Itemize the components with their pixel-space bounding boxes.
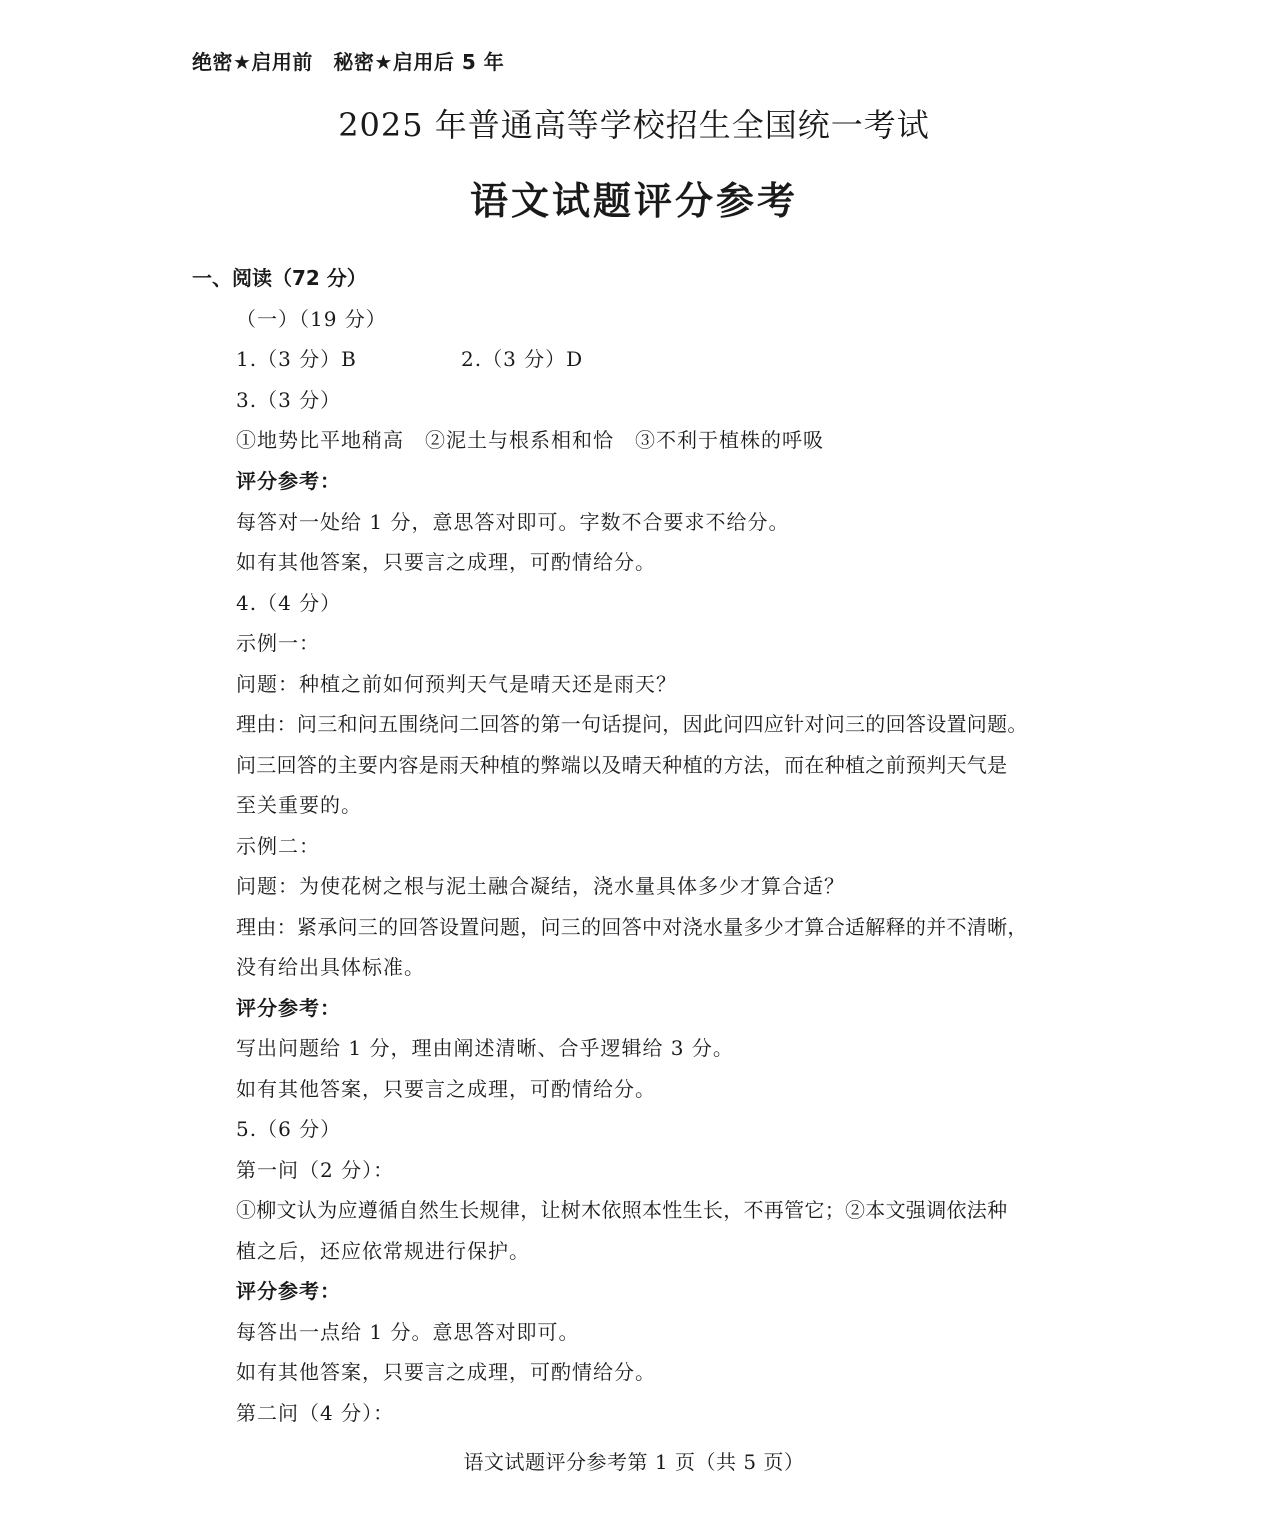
- question-2-answer: 2.（3 分）D: [461, 347, 584, 371]
- question-5-label: 5.（6 分）: [236, 1117, 342, 1141]
- question-5-part-2-label: 第二问（4 分）：: [236, 1401, 395, 1425]
- example-2-question: 问题：为使花树之根与泥土融合凝结，浇水量具体多少才算合适？: [236, 874, 845, 898]
- question-3-scoring-label: 评分参考：: [236, 469, 341, 493]
- example-1-reason-line: 至关重要的。: [236, 793, 362, 817]
- example-1-label: 示例一：: [236, 631, 320, 655]
- example-1-reason-line: 问三回答的主要内容是雨天种植的弊端以及晴天种植的方法，而在种植之前预判天气是: [236, 753, 1008, 777]
- question-4-scoring-note: 如有其他答案，只要言之成理，可酌情给分。: [236, 1077, 656, 1101]
- example-2-reason-line: 没有给出具体标准。: [236, 955, 425, 979]
- example-1-reason-line: 理由：问三和问五围绕问二回答的第一句话提问，因此问四应针对问三的回答设置问题。: [236, 712, 1028, 736]
- question-3-scoring-rule: 每答对一处给 1 分，意思答对即可。字数不合要求不给分。: [236, 510, 790, 534]
- question-5-part-1-answer-line: 植之后，还应依常规进行保护。: [236, 1239, 530, 1263]
- question-5-scoring-rule: 每答出一点给 1 分。意思答对即可。: [236, 1320, 580, 1344]
- page-footer: 语文试题评分参考第 1 页（共 5 页）: [463, 1450, 805, 1474]
- example-2-label: 示例二：: [236, 834, 320, 858]
- part-heading: （一）（19 分）: [236, 307, 387, 331]
- question-5-scoring-note: 如有其他答案，只要言之成理，可酌情给分。: [236, 1360, 656, 1384]
- question-5-scoring-label: 评分参考：: [236, 1279, 341, 1303]
- exam-title: 2025 年普通高等学校招生全国统一考试: [338, 106, 930, 144]
- question-1-answer: 1.（3 分）B: [236, 347, 357, 371]
- question-5-part-1-answer-line: ①柳文认为应遵循自然生长规律，让树木依照本性生长，不再管它；②本文强调依法种: [236, 1198, 1008, 1222]
- example-1-question: 问题：种植之前如何预判天气是晴天还是雨天？: [236, 672, 677, 696]
- document-title: 语文试题评分参考: [469, 179, 798, 223]
- section-heading: 一、阅读（72 分）: [192, 266, 367, 290]
- secrecy-label: 绝密★启用前 秘密★启用后 5 年: [192, 50, 505, 74]
- question-3-answer: ①地势比平地稍高 ②泥土与根系相和恰 ③不利于植株的呼吸: [236, 428, 824, 452]
- question-3-scoring-note: 如有其他答案，只要言之成理，可酌情给分。: [236, 550, 656, 574]
- question-4-label: 4.（4 分）: [236, 591, 342, 615]
- question-4-scoring-label: 评分参考：: [236, 996, 341, 1020]
- question-4-scoring-rule: 写出问题给 1 分，理由阐述清晰、合乎逻辑给 3 分。: [236, 1036, 734, 1060]
- question-5-part-1-label: 第一问（2 分）：: [236, 1158, 395, 1182]
- example-2-reason-line: 理由：紧承问三的回答设置问题，问三的回答中对浇水量多少才算合适解释的并不清晰，: [236, 915, 1028, 939]
- question-3-label: 3.（3 分）: [236, 388, 342, 412]
